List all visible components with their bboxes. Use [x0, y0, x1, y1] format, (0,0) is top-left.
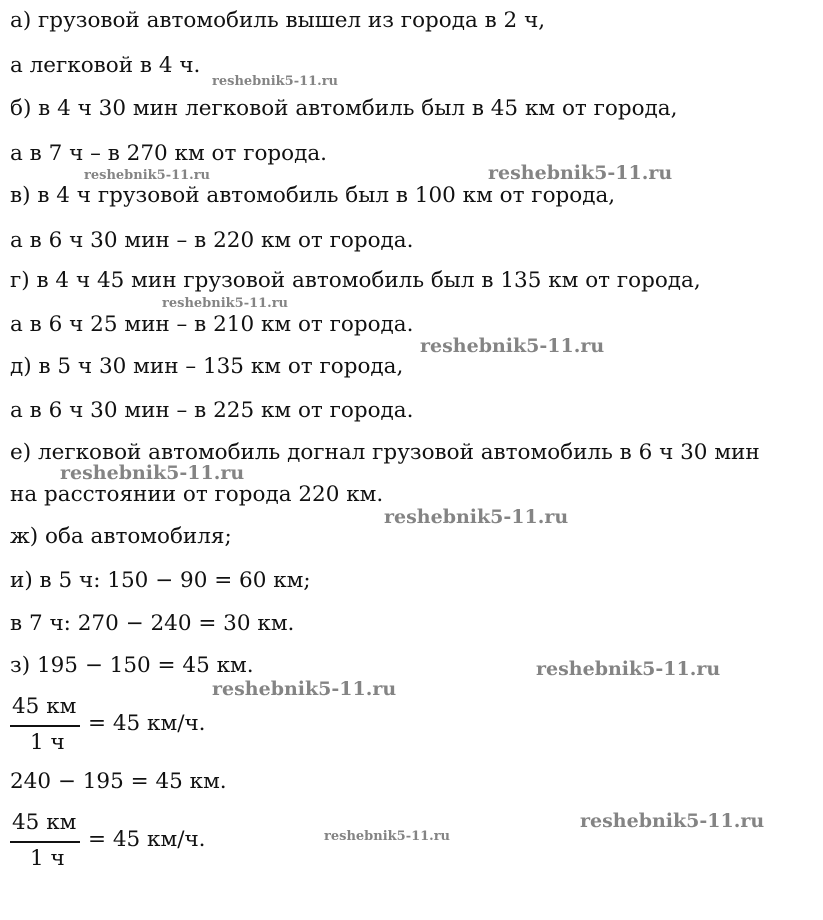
fraction-numerator: 45 км [12, 810, 77, 835]
fraction-speed-2 [10, 810, 310, 874]
solution-line-z: з) 195 − 150 = 45 км. [10, 653, 254, 678]
fraction-bar [10, 841, 80, 843]
watermark: reshebnik5-11.ru [536, 658, 721, 680]
fraction-numerator: 45 км [12, 694, 77, 719]
solution-line-diff: 240 − 195 = 45 км. [10, 769, 227, 794]
solution-line-v: в) в 4 ч грузовой автомобиль был в 100 км от города, [10, 183, 616, 208]
fraction-bar [10, 725, 80, 727]
watermark: reshebnik5-11.ru [384, 506, 569, 528]
solution-line-d: д) в 5 ч 30 мин – 135 км от города, [10, 354, 404, 379]
solution-line-b2: а в 7 ч – в 270 км от города. [10, 141, 328, 166]
solution-line-zh: ж) оба автомобиля; [10, 524, 232, 549]
solution-line-g2: а в 6 ч 25 мин – в 210 км от города. [10, 312, 414, 337]
solution-line-v2: а в 6 ч 30 мин – в 220 км от города. [10, 228, 414, 253]
watermark: reshebnik5-11.ru [420, 335, 605, 357]
fraction-denominator: 1 ч [30, 730, 65, 755]
solution-line-e2: на расстоянии от города 220 км. [10, 482, 384, 507]
watermark: reshebnik5-11.ru [324, 829, 451, 844]
solution-line-d2: а в 6 ч 30 мин – в 225 км от города. [10, 398, 414, 423]
watermark: reshebnik5-11.ru [212, 74, 339, 89]
watermark: reshebnik5-11.ru [60, 462, 245, 484]
watermark: reshebnik5-11.ru [212, 678, 397, 700]
solution-line-g: г) в 4 ч 45 мин грузовой автомобиль был в 135 км от города, [10, 268, 701, 293]
watermark: reshebnik5-11.ru [488, 162, 673, 184]
solution-line-b: б) в 4 ч 30 мин легковой автомбиль был в 45 км от города, [10, 96, 678, 121]
solution-line-i2: в 7 ч: 270 − 240 = 30 км. [10, 611, 295, 636]
solution-line-e: е) легковой автомобиль догнал грузовой автомобиль в 6 ч 30 мин [10, 440, 760, 465]
watermark: reshebnik5-11.ru [580, 810, 765, 832]
solution-line-i: и) в 5 ч: 150 − 90 = 60 км; [10, 568, 311, 593]
fraction-denominator: 1 ч [30, 846, 65, 871]
fraction-result: = 45 км/ч. [88, 711, 206, 736]
fraction-result: = 45 км/ч. [88, 827, 206, 852]
watermark: reshebnik5-11.ru [84, 168, 211, 183]
fraction-speed-1 [10, 694, 310, 758]
watermark: reshebnik5-11.ru [162, 296, 289, 311]
solution-line-a2: а легковой в 4 ч. [10, 53, 201, 78]
solution-line-a: а) грузовой автомобиль вышел из города в 2 ч, [10, 8, 546, 33]
